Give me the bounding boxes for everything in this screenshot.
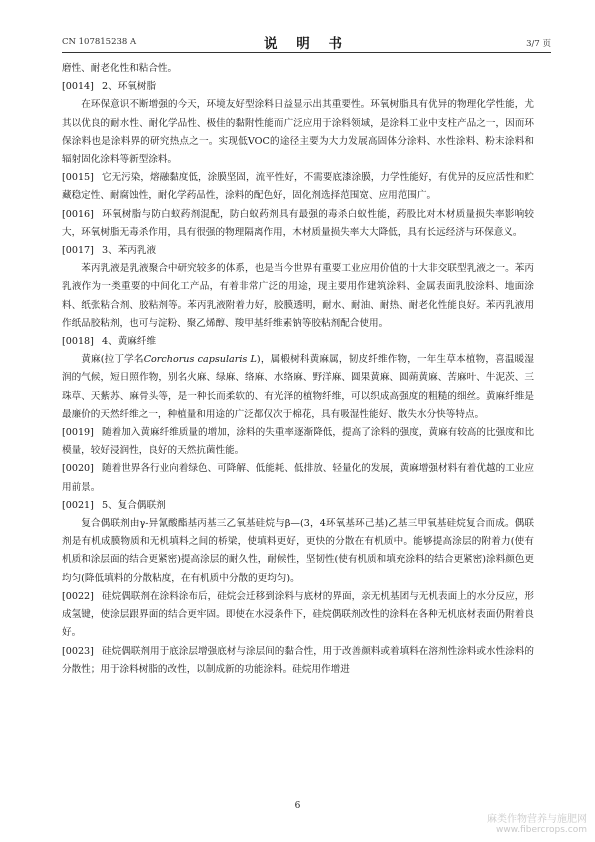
paragraph: 磨性、耐老化性和粘合性。 — [62, 63, 178, 74]
watermark — [487, 814, 587, 836]
paragraph-number: [0015] — [62, 172, 94, 184]
document-title: 说 明 书 — [264, 36, 349, 52]
paragraph: 复合偶联剂由γ-异氰酸酯基丙基三乙氧基硅烷与β—(3，4环氧基环己基)乙基三甲氧基硅烷复合而成。偶联剂是有机成膜物质和无机填料之间的桥梁，使填料更好，更快的分散在有机质中。能够提高涂层的附着力(使有机质和涂层面的结合更紧密)提高涂层的耐久性，耐候性，坚韧性(使有机质和填充涂料的结合更紧密)涂料颜色更均匀(降低填料的分散粘度，在有机质中分散的更均匀)。 — [62, 518, 534, 584]
body-text — [62, 60, 534, 679]
paragraph: [0015] 它无污染，熔融黏度低，涂膜坚固，流平性好，不需要底漆涂膜，力学性能好，有优异的反应活性和贮藏稳定性、耐腐蚀性，耐化学药品性，涂料的配色好，固化剂选择范围宽、应用范围广。 — [62, 169, 534, 205]
paragraph-number: [0017] — [62, 245, 94, 257]
paragraph: [0014] 2、环氧树脂 — [62, 78, 534, 96]
paragraph: 在环保意识不断增强的今天，环境友好型涂料日益显示出其重要性。环氧树脂具有优异的物理化学性能，尤其以优良的耐水性、耐化学品性、极佳的黏附性能而广泛应用于涂料领域，是涂料工业中支柱产品之一，因而环保涂料也是涂料界的研究热点之一。实现低VOC的途径主要为大力发展高固体分涂料、水性涂料、粉末涂料和辐射固化涂料等新型涂料。 — [62, 99, 534, 166]
paragraph-number: [0014] — [62, 81, 94, 93]
latin-name: Corchorus capsularis L — [143, 354, 257, 366]
paragraph-number: [0023] — [62, 645, 94, 657]
paragraph-number: [0020] — [62, 463, 94, 475]
paragraph: [0019] 随着加入黄麻纤维质量的增加，涂料的失重率逐渐降低，提高了涂料的强度，黄麻有较高的比强度和比模量，较好浸润性，良好的天然抗菌性能。 — [62, 424, 534, 460]
paragraph: [0020] 随着世界各行业向着绿色、可降解、低能耗、低排放、轻量化的发展，黄麻增强材料有着优越的工业应用前景。 — [62, 460, 534, 496]
paragraph: [0018] 4、黄麻纤维 — [62, 333, 534, 351]
paragraph: 黄麻(拉丁学名Corchorus capsularis L)，属椴树科黄麻属，韧皮纤维作物，一年生草本植物，喜温暖湿润的气候，短日照作物，别名火麻、绿麻、络麻、水络麻、野洋麻、圆果黄麻、圆蒴黄麻、苦麻叶、牛泥茨、三珠草、天紫苏、麻骨头等，是一种长而柔软的、有光泽的植物纤维，可以织成高强度的粗糙的细丝。黄麻纤维是最廉价的天然纤维之一，种植量和用途的广泛都仅次于棉花，具有吸湿性能好、散失水分快等特点。 — [62, 354, 535, 420]
watermark-site-name: 麻类作物营养与施肥网 — [487, 814, 587, 825]
paragraph-number: [0019] — [62, 427, 94, 439]
paragraph-number: [0022] — [62, 590, 94, 602]
paragraph-number: [0021] — [62, 499, 94, 511]
patent-number: CN 107815238 A — [62, 37, 137, 47]
paragraph: [0022] 硅烷偶联剂在涂料涂布后，硅烷会迁移到涂料与底材的界面，亲无机基团与无机表面上的水分反应，形成氢键，使涂层跟界面的结合更牢固。即使在水浸条件下，硅烷偶联剂改性的涂料在各种无机底材表面仍附着良好。 — [62, 588, 534, 643]
paragraph: [0016] 环氧树脂与防白蚁药剂混配，防白蚁药剂具有最强的毒杀白蚁性能，药股比对木材质量损失率影响较大，环氧树脂无毒杀作用，具有很强的物理隔离作用，木材质量损失率大大降低，具有长远经济与环保意义。 — [62, 206, 534, 242]
page-header — [62, 30, 551, 53]
paragraph-number: [0018] — [62, 336, 94, 348]
paragraph: [0017] 3、苯丙乳液 — [62, 242, 534, 260]
paragraph: 苯丙乳液是乳液聚合中研究较多的体系，也是当今世界有重要工业应用价值的十大非交联型乳液之一。苯丙乳液作为一类重要的中间化工产品，有着非常广泛的用途，现主要用作建筑涂料、金属表面乳胶涂料、地面涂料、纸张粘合剂、胶粘剂等。苯丙乳液附着力好，胶膜透明，耐水、耐油、耐热、耐老化性能良好。苯丙乳液用作纸品胶粘剂，也可与淀粉、聚乙烯醇、羧甲基纤维素钠等胶粘剂配合使用。 — [62, 263, 534, 329]
paragraph: [0021] 5、复合偶联剂 — [62, 497, 534, 515]
page-reference: 3/7 页 — [526, 39, 551, 49]
paragraph: [0023] 硅烷偶联剂用于底涂层增强底材与涂层间的黏合性，用于改善颜料或着填料在溶剂性涂料或水性涂料的分散性；用于涂料树脂的改性，以制成新的功能涂料。硅烷用作增进 — [62, 643, 534, 679]
page-number: 6 — [294, 801, 301, 811]
watermark-url: www.fibercrops.com — [496, 825, 587, 835]
paragraph-number: [0016] — [62, 208, 94, 220]
